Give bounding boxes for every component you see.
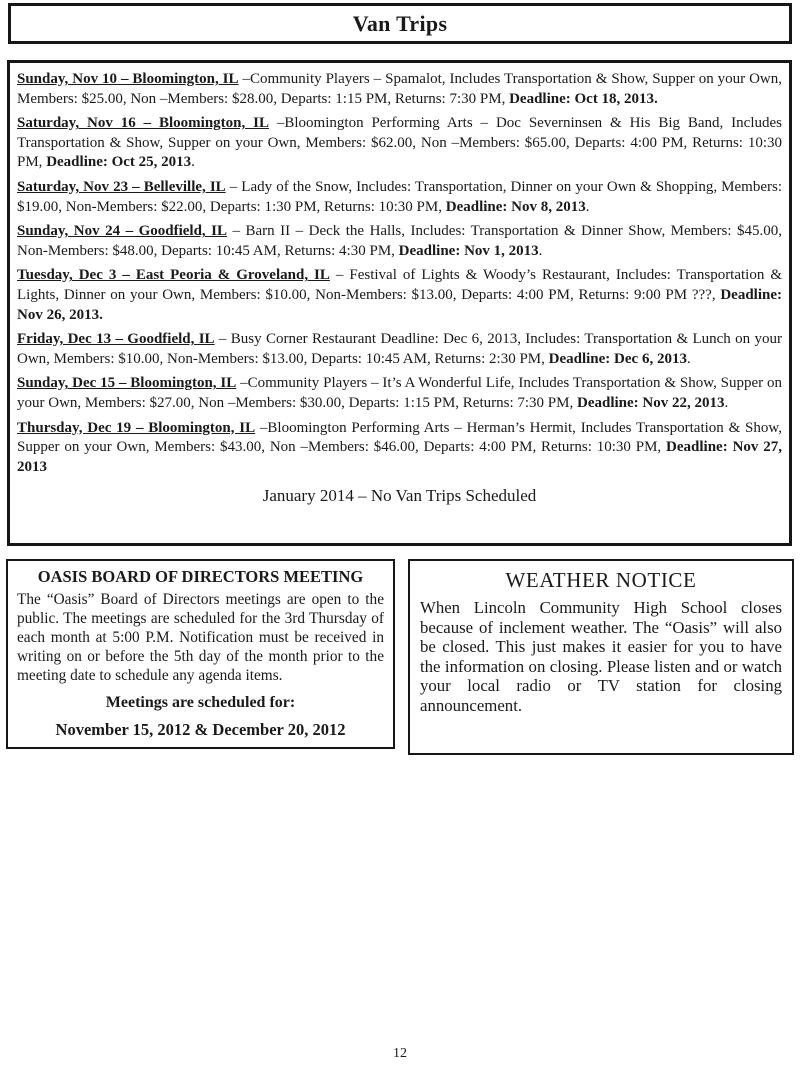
trip-deadline: Deadline: Dec 6, 2013 — [548, 350, 687, 367]
trip-details: – Barn II – Deck the Halls, Includes: Transportation & Dinner Show, Members: $45.00, Non-Members: $48.00, Departs: 10:45 AM, Returns: 4:30 PM, — [17, 223, 782, 259]
trip-entry — [17, 374, 782, 413]
page-title: Van Trips — [352, 10, 448, 36]
weather-notice-box — [408, 559, 794, 755]
trip-date-destination: Friday, Dec 13 – Goodfield, IL — [17, 331, 215, 348]
trip-entry — [17, 330, 782, 369]
trip-entry — [17, 222, 782, 261]
trip-entry — [17, 419, 782, 478]
trip-entry — [17, 70, 782, 109]
page-number: 12 — [393, 1046, 407, 1061]
trip-date-destination: Sunday, Nov 10 – Bloomington, IL — [17, 71, 239, 87]
trip-deadline: Deadline: Nov 22, 2013 — [576, 394, 725, 411]
trip-tail: . — [538, 242, 543, 259]
trip-date-destination: Thursday, Dec 19 – Bloomington, IL — [17, 419, 256, 436]
board-meeting-title: OASIS BOARD OF DIRECTORS MEETING — [37, 567, 364, 586]
trip-deadline: Deadline: Nov 1, 2013 — [398, 242, 539, 259]
van-trips-list-box — [7, 60, 792, 546]
board-meeting-body: The “Oasis” Board of Directors meetings are open to the public. The meetings are scheduled for the 3rd Thursday of each month at 5:00 P.M. Notification must be received in writing on or before the 5th day of the month prior to the meeting date to schedule any agenda items. — [17, 591, 384, 684]
board-of-directors-box — [6, 559, 395, 749]
van-trips-title-box — [8, 3, 792, 44]
trip-entry — [17, 178, 782, 217]
board-meeting-schedule-label: Meetings are scheduled for: — [105, 694, 296, 711]
no-trips-note: January 2014 – No Van Trips Scheduled — [262, 486, 537, 506]
trip-date-destination: Tuesday, Dec 3 – East Peoria & Groveland, IL — [17, 267, 330, 284]
trip-tail: . — [724, 394, 729, 411]
trip-tail: . — [585, 198, 590, 215]
trip-details: – Festival of Lights & Woody’s Restaurant, Includes: Transportation & Lights, Dinner on your Own, Members: $10.00, Non-Members: $13.00, Departs: 4:00 PM, Returns: 9:00 PM ???, — [17, 267, 782, 303]
trip-deadline: Deadline: Oct 18, 2013. — [509, 90, 658, 107]
trip-entry — [17, 114, 782, 173]
trip-details: – Busy Corner Restaurant Deadline: Dec 6, 2013, Includes: Transportation & Lunch on your Own, Members: $10.00, Non-Members: $13.00, Departs: 10:45 AM, Returns: 2:30 PM, — [17, 331, 782, 367]
trip-deadline: Deadline: Nov 26, 2013. — [17, 286, 782, 323]
trip-date-destination: Saturday, Nov 23 – Belleville, IL — [17, 178, 226, 195]
trip-details: –Bloomington Performing Arts – Herman’s Hermit, Includes Transportation & Show, Supper on your Own, Members: $43.00, Non –Members: $46.00, Departs: 4:00 PM, Returns: 10:30 PM, — [17, 419, 782, 456]
weather-notice-body: When Lincoln Community High School closes because of inclement weather. The “Oasis” will also be closed. This just makes it easier for you to have the information on closing. Please listen and or watch your local radio or TV station for closing announcement. — [420, 598, 782, 715]
board-meeting-schedule-dates: November 15, 2012 & December 20, 2012 — [55, 720, 346, 739]
weather-notice-title: WEATHER NOTICE — [505, 568, 697, 592]
trip-date-destination: Saturday, Nov 16 – Bloomington, IL — [17, 115, 269, 132]
trip-details: –Bloomington Performing Arts – Doc Severninsen & His Big Band, Includes Transportation & Show, Supper on your Own, Members: $62.00, Non –Members: $65.00, Departs: 4:00 PM, Returns: 10:30 PM, — [17, 115, 782, 171]
trip-date-destination: Sunday, Nov 24 – Goodfield, IL — [17, 223, 228, 240]
trip-date-destination: Sunday, Dec 15 – Bloomington, IL — [17, 375, 237, 392]
trip-deadline: Deadline: Oct 25, 2013 — [46, 154, 192, 171]
trip-details: – Lady of the Snow, Includes: Transportation, Dinner on your Own & Shopping, Members: $19.00, Non-Members: $22.00, Departs: 1:30 PM, Returns: 10:30 PM, — [17, 178, 782, 215]
trip-deadline: Deadline: Nov 27, 2013 — [17, 439, 783, 475]
trip-entry — [17, 266, 782, 325]
trip-details: –Community Players – It’s A Wonderful Life, Includes Transportation & Show, Supper on your Own, Members: $27.00, Non –Members: $30.00, Departs: 1:15 PM, Returns: 7:30 PM, — [17, 375, 783, 411]
trip-tail: . — [686, 350, 691, 367]
trip-tail: . — [191, 154, 195, 171]
trip-deadline: Deadline: Nov 8, 2013 — [445, 198, 586, 215]
trip-details: –Community Players – Spamalot, Includes Transportation & Show, Supper on your Own, Members: $25.00, Non –Members: $28.00, Departs: 1:15 PM, Returns: 7:30 PM, — [17, 71, 783, 107]
